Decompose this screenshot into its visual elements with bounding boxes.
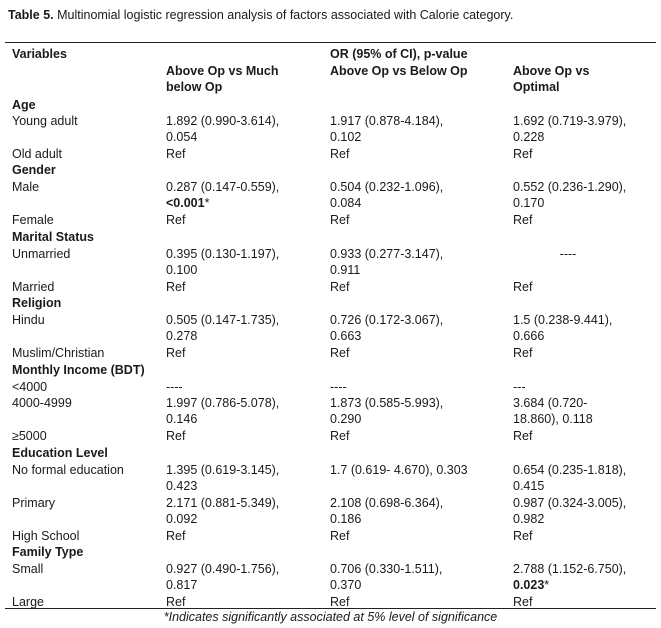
cell-value: Ref	[166, 147, 186, 161]
section-religion: Religion	[12, 296, 62, 310]
row-label: High School	[12, 529, 80, 543]
cell-value	[513, 577, 549, 593]
cell-value: ----	[166, 380, 183, 394]
cell-value: 0.982	[513, 512, 545, 526]
cell-value: Ref	[330, 346, 350, 360]
cell-value: 1.917 (0.878-4.184),	[330, 114, 444, 128]
cell-value: Ref	[513, 280, 533, 294]
row-label: Old adult	[12, 147, 63, 161]
cell-value: 0.395 (0.130-1.197),	[166, 247, 280, 261]
cell-value: 0.054	[166, 130, 198, 144]
cell-value: 0.423	[166, 479, 198, 493]
cell-value: 1.892 (0.990-3.614),	[166, 114, 280, 128]
header-col2: Above Op vs Below Op	[330, 64, 468, 78]
cell-value: Ref	[330, 429, 350, 443]
cell-value: 0.415	[513, 479, 545, 493]
cell-value: 1.7 (0.619- 4.670), 0.303	[330, 463, 468, 477]
cell-value: 0.663	[330, 329, 362, 343]
cell-value: 2.108 (0.698-6.364),	[330, 496, 444, 510]
cell-value: 0.987 (0.324-3.005),	[513, 496, 627, 510]
section-gender: Gender	[12, 163, 56, 177]
cell-value: Ref	[513, 147, 533, 161]
cell-value: 1.692 (0.719-3.979),	[513, 114, 627, 128]
row-label: Muslim/Christian	[12, 346, 105, 360]
row-label: <4000	[12, 380, 48, 394]
cell-value: 0.666	[513, 329, 545, 343]
cell-value: 0.290	[330, 412, 362, 426]
cell-value: 0.552 (0.236-1.290),	[513, 180, 627, 194]
row-label: Married	[12, 280, 55, 294]
cell-value: Ref	[166, 280, 186, 294]
cell-value: 0.504 (0.232-1.096),	[330, 180, 444, 194]
cell-value: 1.5 (0.238-9.441),	[513, 313, 613, 327]
row-label: Female	[12, 213, 54, 227]
header-variables: Variables	[12, 47, 67, 61]
table-caption	[8, 8, 513, 22]
cell-value: 0.102	[330, 130, 362, 144]
row-label: Male	[12, 180, 40, 194]
table-footnote: *Indicates significantly associated at 5% level of significance	[163, 610, 498, 624]
cell-value: 0.228	[513, 130, 545, 144]
cell-value: Ref	[166, 595, 186, 609]
significance-star: *	[204, 196, 210, 210]
cell-value: Ref	[513, 529, 533, 543]
cell-value: 0.706 (0.330-1.511),	[330, 562, 443, 576]
cell-value: 0.146	[166, 412, 198, 426]
cell-value: Ref	[330, 595, 350, 609]
cell-value: 0.911	[330, 263, 361, 277]
cell-value: 0.370	[330, 578, 362, 592]
row-label: Young adult	[12, 114, 78, 128]
cell-value: 0.817	[166, 578, 198, 592]
section-marital-status: Marital Status	[12, 230, 94, 244]
section-monthly-income: Monthly Income (BDT)	[12, 363, 145, 377]
cell-value: 18.860), 0.118	[513, 412, 593, 426]
top-rule	[5, 42, 656, 43]
row-label: Hindu	[12, 313, 45, 327]
cell-value: Ref	[166, 346, 186, 360]
cell-value: 1.873 (0.585-5.993),	[330, 396, 444, 410]
cell-value: 2.171 (0.881-5.349),	[166, 496, 280, 510]
cell-value: ----	[330, 380, 347, 394]
cell-value: 0.505 (0.147-1.735),	[166, 313, 280, 327]
section-education-level: Education Level	[12, 446, 108, 460]
cell-value: Ref	[330, 147, 350, 161]
cell-value: Ref	[166, 213, 186, 227]
cell-value: Ref	[513, 429, 533, 443]
cell-value: 0.278	[166, 329, 198, 343]
cell-value: Ref	[166, 429, 186, 443]
header-col3-line2: Optimal	[513, 80, 560, 94]
cell-value: ---	[513, 380, 526, 394]
cell-value: 0.287 (0.147-0.559),	[166, 180, 280, 194]
cell-value: 0.084	[330, 196, 362, 210]
cell-value: 0.092	[166, 512, 198, 526]
cell-value: 0.654 (0.235-1.818),	[513, 463, 627, 477]
header-col1-line1: Above Op vs Much	[166, 64, 279, 78]
header-col3-line1: Above Op vs	[513, 64, 590, 78]
row-label: Small	[12, 562, 44, 576]
cell-value: 0.927 (0.490-1.756),	[166, 562, 280, 576]
header-group: OR (95% of CI), p-value	[330, 47, 468, 61]
section-family-type: Family Type	[12, 545, 84, 559]
cell-value: 0.186	[330, 512, 362, 526]
cell-value: Ref	[330, 280, 350, 294]
row-label: ≥5000	[12, 429, 47, 443]
cell-value: ----	[559, 247, 577, 261]
cell-value: Ref	[330, 213, 350, 227]
row-label: Large	[12, 595, 44, 609]
cell-value: Ref	[513, 346, 533, 360]
cell-value: Ref	[513, 595, 533, 609]
bottom-rule	[5, 608, 656, 609]
cell-value: 0.100	[166, 263, 198, 277]
cell-value: 3.684 (0.720-	[513, 396, 588, 410]
section-age: Age	[12, 98, 36, 112]
caption-text: Multinomial logistic regression analysis of factors associated with Calorie category.	[53, 8, 514, 22]
row-label: Unmarried	[12, 247, 71, 261]
cell-value: 0.933 (0.277-3.147),	[330, 247, 444, 261]
row-label: 4000-4999	[12, 396, 72, 410]
caption-label: Table 5.	[8, 8, 54, 22]
cell-value: Ref	[330, 529, 350, 543]
cell-value: Ref	[166, 529, 186, 543]
cell-value: 1.997 (0.786-5.078),	[166, 396, 280, 410]
significant-value: <0.001	[166, 196, 205, 210]
cell-value: 0.170	[513, 196, 545, 210]
cell-value: 1.395 (0.619-3.145),	[166, 463, 280, 477]
significance-star: *	[544, 578, 550, 592]
header-col1-line2: below Op	[166, 80, 223, 94]
cell-value: Ref	[513, 213, 533, 227]
cell-value	[166, 195, 209, 211]
cell-value: 2.788 (1.152-6.750),	[513, 562, 627, 576]
row-label: Primary	[12, 496, 56, 510]
significant-value: 0.023	[513, 578, 545, 592]
cell-value: 0.726 (0.172-3.067),	[330, 313, 444, 327]
row-label: No formal education	[12, 463, 124, 477]
